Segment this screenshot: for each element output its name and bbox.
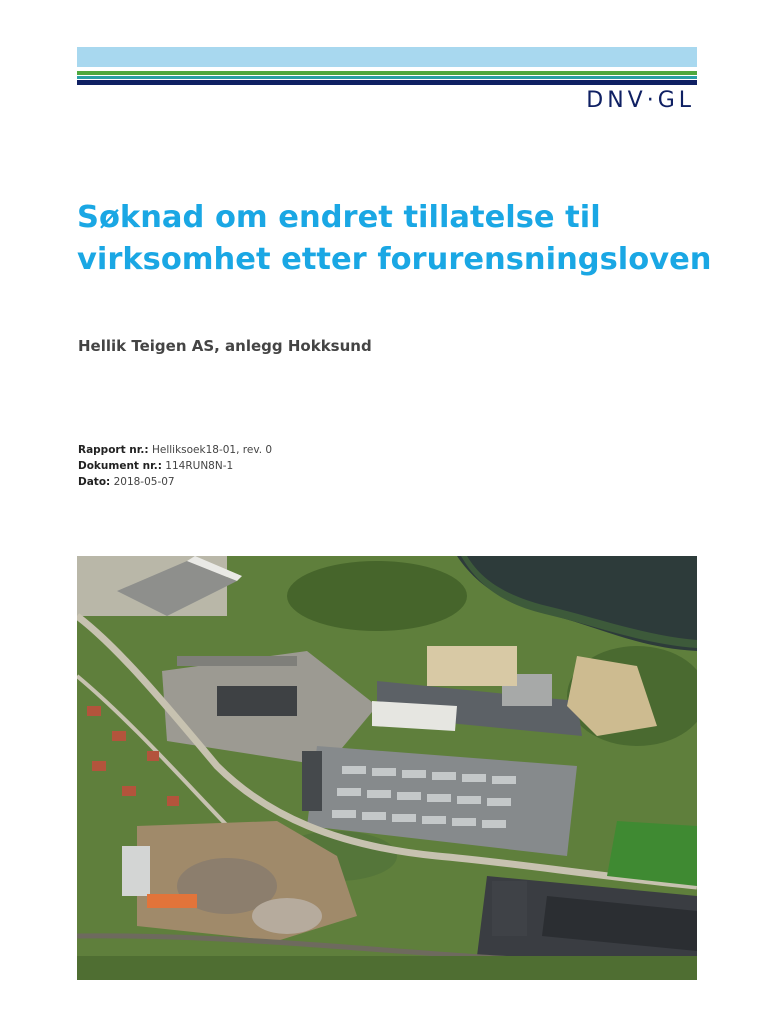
document-subtitle: Hellik Teigen AS, anlegg Hokksund [78, 337, 372, 355]
date-value: 2018-05-07 [113, 476, 175, 488]
header-bar-light-blue [77, 47, 697, 67]
report-number-label: Rapport nr.: [78, 444, 149, 456]
document-metadata [78, 442, 272, 490]
report-number-row [78, 442, 272, 458]
document-number-value: 114RUN8N-1 [165, 460, 234, 472]
header-bar-teal [77, 76, 697, 79]
date-row [78, 474, 272, 490]
document-number-label: Dokument nr.: [78, 460, 162, 472]
report-number-value: Helliksoek18-01, rev. 0 [151, 444, 273, 456]
document-number-row [78, 458, 272, 474]
aerial-photo [77, 556, 697, 980]
header-bar-green [77, 71, 697, 75]
date-label: Dato: [78, 476, 111, 488]
dnv-gl-logo: DNV·GL [586, 88, 695, 113]
document-title: Søknad om endret tillatelse til virksomhet etter forurensningsloven [77, 200, 712, 277]
header-bar-navy [77, 80, 697, 85]
